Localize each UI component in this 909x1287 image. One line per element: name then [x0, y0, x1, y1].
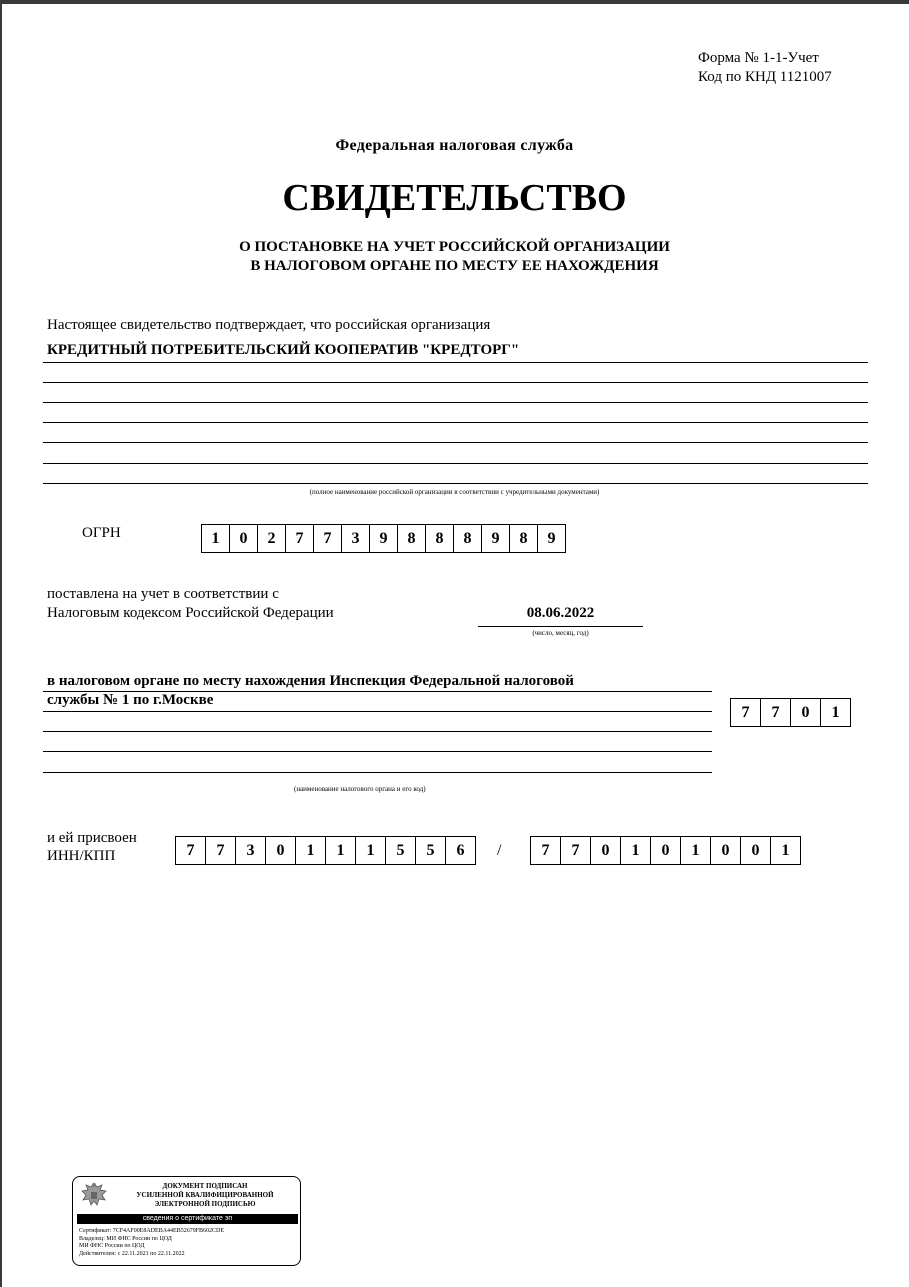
inn-digit: 1 [325, 836, 356, 865]
kpp-digit: 1 [620, 836, 651, 865]
authority-line-3 [43, 731, 712, 732]
ogrn-digit: 9 [537, 524, 566, 553]
ogrn-cells [201, 524, 566, 553]
org-line-1 [43, 362, 868, 363]
inn-digit: 0 [265, 836, 296, 865]
ogrn-digit: 8 [509, 524, 538, 553]
coat-of-arms-icon [78, 1180, 110, 1212]
org-line-6 [43, 463, 868, 464]
ogrn-digit: 9 [369, 524, 398, 553]
document-title: СВИДЕТЕЛЬСТВО [282, 177, 627, 219]
certificate-info [79, 1228, 224, 1258]
certificate-serial: Сертификат: 7CF4AF00E8ADEBA44EB52679FB602CDE [79, 1228, 225, 1234]
stamp-title-line-1: ДОКУМЕНТ ПОДПИСАН [162, 1182, 248, 1190]
tax-authority-caption: (наименование налогового органа и его код) [294, 785, 426, 793]
tax-authority-line-2: службы № 1 по г.Москве [47, 692, 214, 708]
authority-line-4 [43, 751, 712, 752]
ogrn-digit: 3 [341, 524, 370, 553]
inn-digit: 5 [385, 836, 416, 865]
stamp-title-line-2: УСИЛЕННОЙ КВАЛИФИЦИРОВАННОЙ [136, 1191, 274, 1199]
issuer: Федеральная налоговая служба [335, 137, 574, 154]
certificate-validity: Действителен: с 22.11.2021 по 22.11.2022 [79, 1250, 185, 1257]
kpp-digit: 0 [710, 836, 741, 865]
ogrn-digit: 8 [397, 524, 426, 553]
inn-digit: 1 [295, 836, 326, 865]
inn-label-line-1: и ей присвоен [47, 830, 137, 846]
ogrn-digit: 8 [425, 524, 454, 553]
authority-line-2 [43, 711, 712, 712]
inn-cells [175, 836, 476, 865]
org-line-3 [43, 402, 868, 403]
certificate-owner: Владелец: МИ ФНС России по ЦОД [79, 1235, 172, 1242]
organization-name: КРЕДИТНЫЙ ПОТРЕБИТЕЛЬСКИЙ КООПЕРАТИВ "КРЕДТОРГ" [47, 342, 520, 358]
intro-text: Настоящее свидетельство подтверждает, что российская организация [47, 317, 491, 333]
certificate-bar: сведения о сертификате эп [77, 1214, 298, 1224]
date-caption: (число, месяц, год) [532, 629, 589, 637]
signature-stamp [72, 1176, 301, 1266]
inn-digit: 7 [205, 836, 236, 865]
inn-kpp-separator: / [497, 842, 502, 859]
date-line [478, 626, 643, 627]
kpp-cells [530, 836, 801, 865]
subtitle-line-1: О ПОСТАНОВКЕ НА УЧЕТ РОССИЙСКОЙ ОРГАНИЗАЦИИ [239, 239, 670, 255]
ogrn-digit: 2 [257, 524, 286, 553]
kpp-digit: 1 [770, 836, 801, 865]
kpp-digit: 1 [680, 836, 711, 865]
tax-code-digit: 7 [730, 698, 761, 727]
ogrn-digit: 0 [229, 524, 258, 553]
form-header [698, 49, 832, 87]
ogrn-digit: 1 [201, 524, 230, 553]
authority-line-5 [43, 772, 712, 773]
kpp-digit: 0 [590, 836, 621, 865]
registration-date: 08.06.2022 [526, 605, 595, 621]
inn-digit: 5 [415, 836, 446, 865]
organization-caption: (полное наименование российской организации в соответствии с учредительными документами) [309, 488, 600, 496]
ogrn-digit: 7 [313, 524, 342, 553]
kpp-digit: 7 [560, 836, 591, 865]
kpp-digit: 0 [650, 836, 681, 865]
form-number: Форма № 1-1-Учет [698, 50, 819, 66]
stamp-title-line-3: ЭЛЕКТРОННОЙ ПОДПИСЬЮ [154, 1200, 256, 1208]
knd-code: Код по КНД 1121007 [698, 69, 832, 85]
ogrn-digit: 7 [285, 524, 314, 553]
tax-code-digit: 7 [760, 698, 791, 727]
org-line-5 [43, 442, 868, 443]
tax-code-digit: 0 [790, 698, 821, 727]
document-subtitle [0, 238, 909, 276]
registration-line-2: Налоговым кодексом Российской Федерации [47, 605, 334, 621]
kpp-digit: 7 [530, 836, 561, 865]
registration-line-1: поставлена на учет в соответствии с [47, 586, 279, 602]
ogrn-label: ОГРН [82, 525, 121, 541]
certificate-owner-line-2: МИ ФНС России по ЦОД [79, 1243, 145, 1249]
top-border [0, 0, 909, 4]
ogrn-digit: 8 [453, 524, 482, 553]
org-line-2 [43, 382, 868, 383]
tax-code-digit: 1 [820, 698, 851, 727]
subtitle-line-2: В НАЛОГОВОМ ОРГАНЕ ПО МЕСТУ ЕЕ НАХОЖДЕНИЯ [250, 258, 659, 274]
org-line-4 [43, 422, 868, 423]
inn-digit: 7 [175, 836, 206, 865]
tax-authority-code-cells [730, 698, 851, 727]
stamp-title [111, 1182, 299, 1209]
tax-authority-line-1: в налоговом органе по месту нахождения Инспекция Федеральной налоговой [47, 673, 574, 689]
inn-label-line-2: ИНН/КПП [47, 848, 116, 864]
inn-digit: 1 [355, 836, 386, 865]
org-line-7 [43, 483, 868, 484]
inn-digit: 6 [445, 836, 476, 865]
ogrn-digit: 9 [481, 524, 510, 553]
inn-digit: 3 [235, 836, 266, 865]
kpp-digit: 0 [740, 836, 771, 865]
